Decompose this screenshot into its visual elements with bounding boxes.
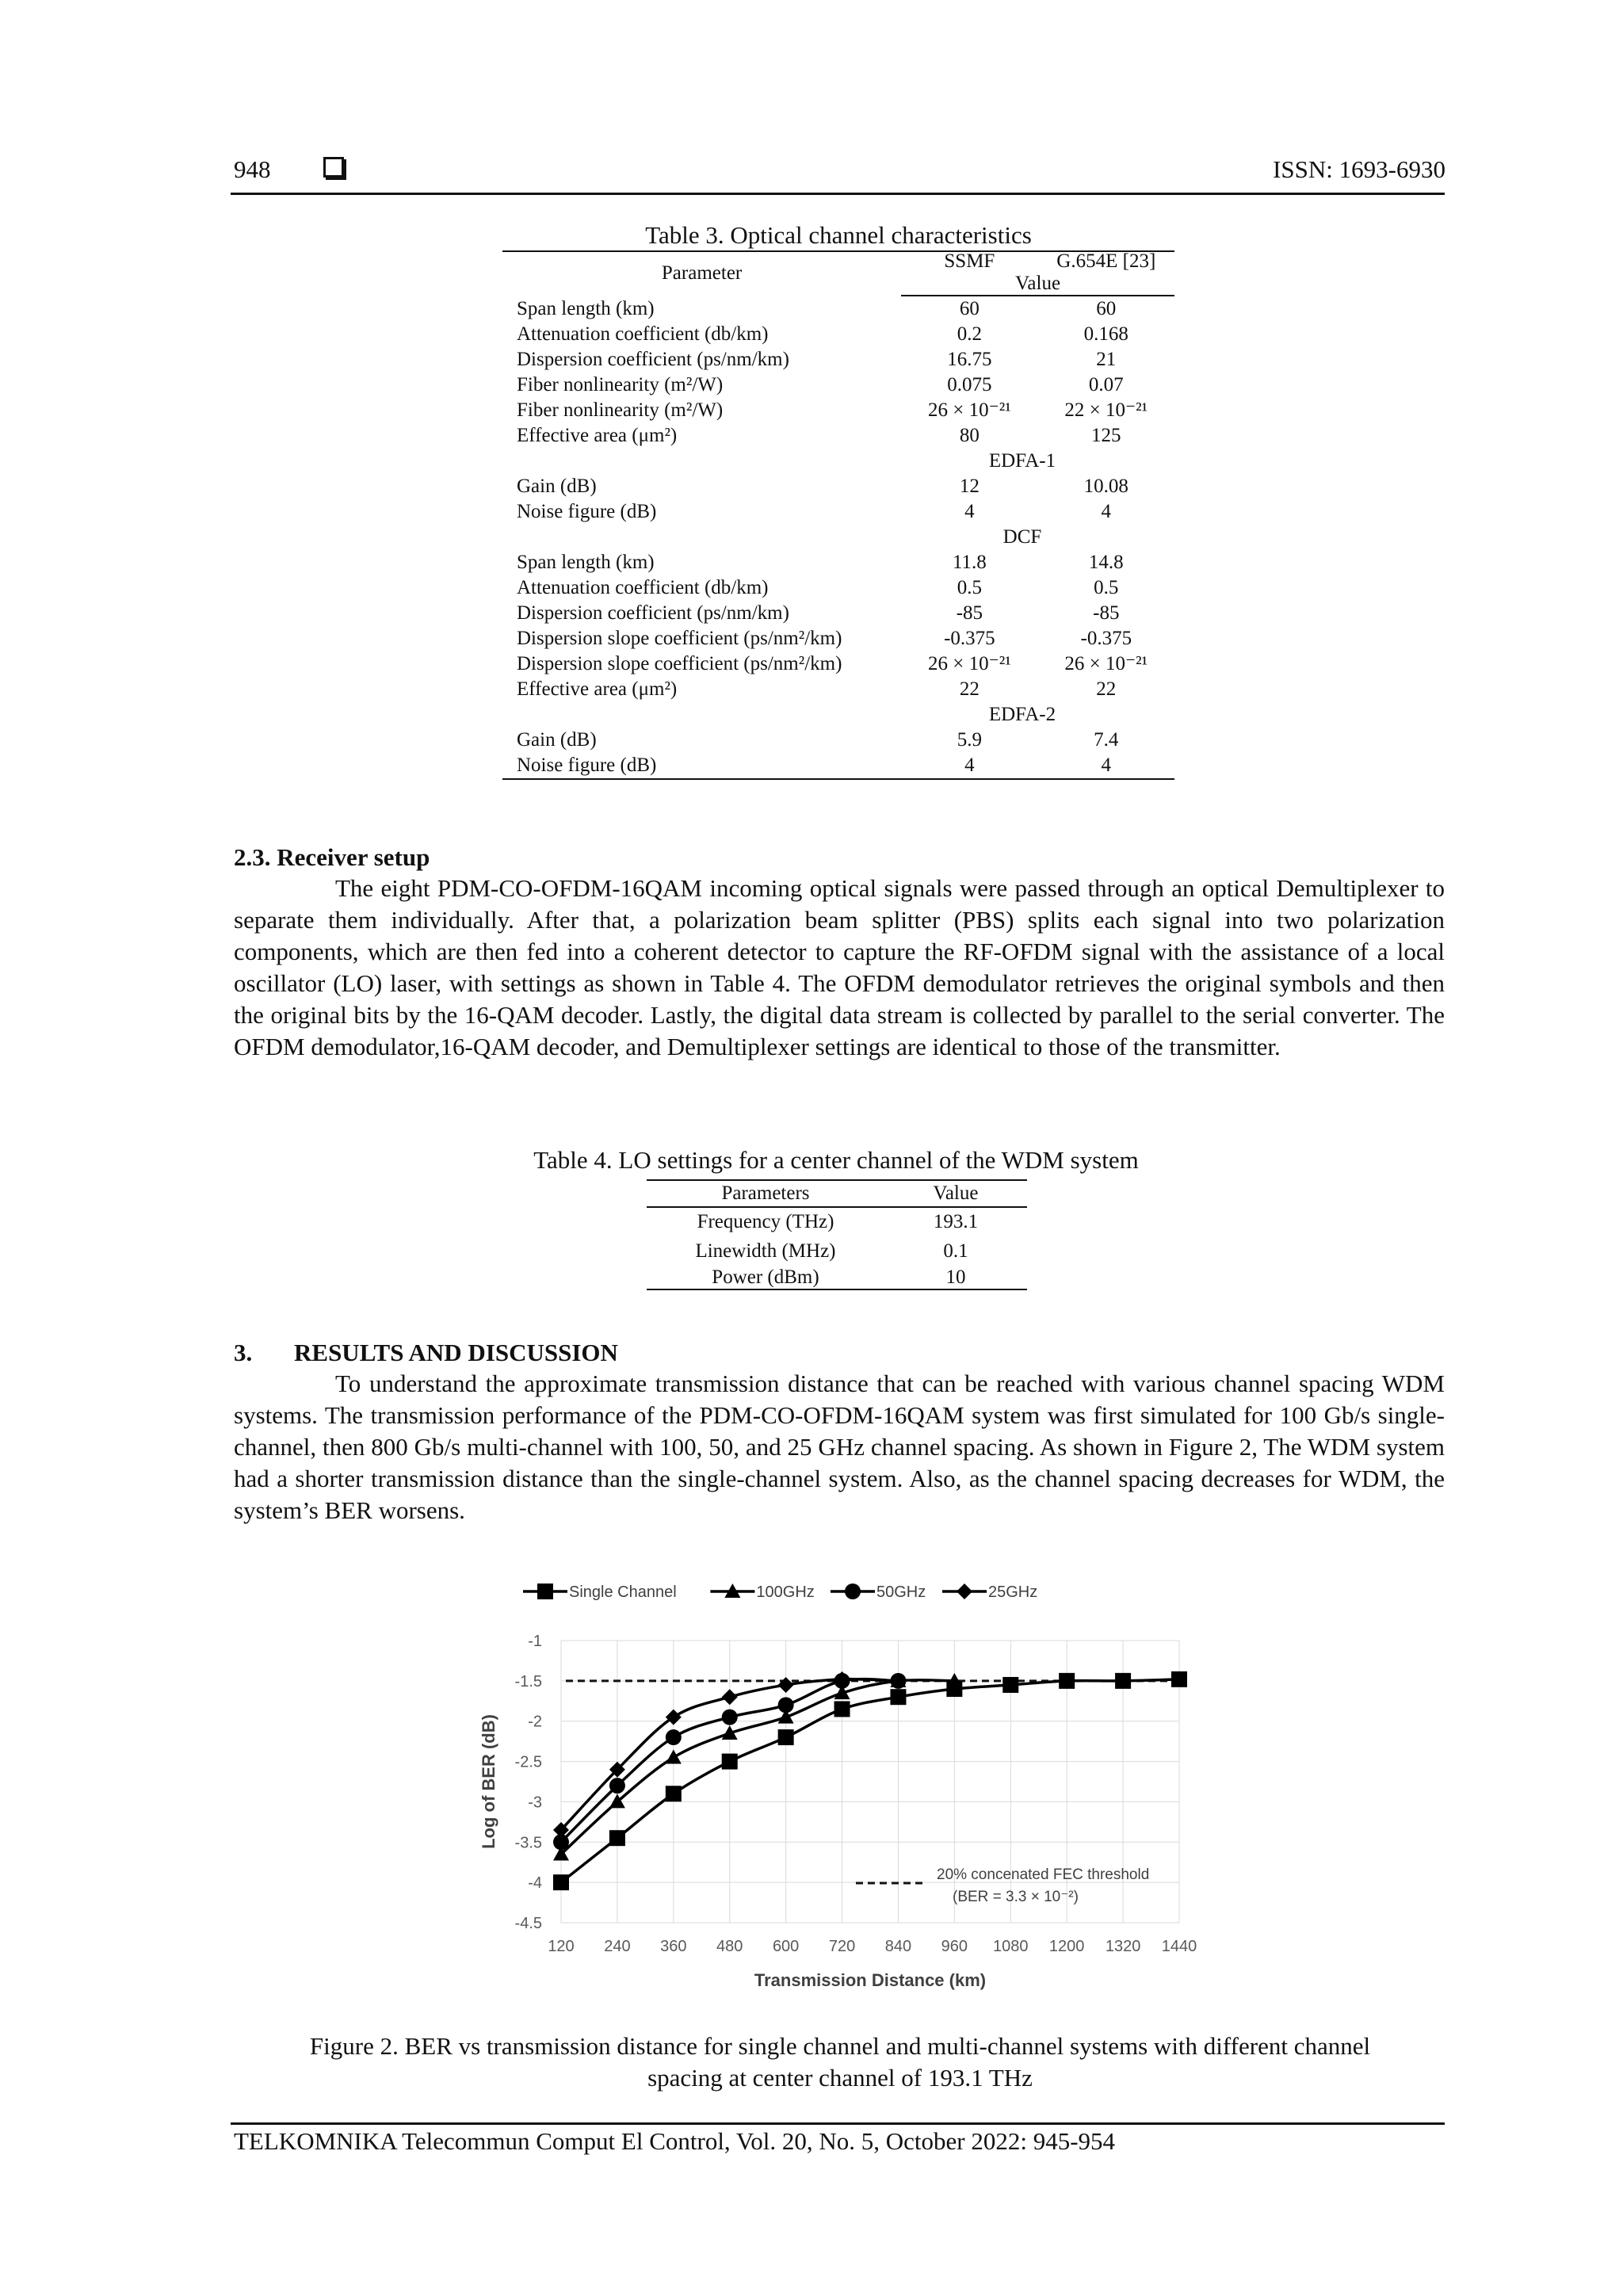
x-tick-label: 1320 [1105,1938,1141,1955]
legend-marker-single-channel [537,1584,553,1599]
table3-g654-value: -85 [1093,602,1120,624]
table3-header-parameter: Parameter [661,262,743,284]
table3-row [502,753,1174,779]
table3-ssmf-value: 22 [959,678,980,700]
table3-g654-value: 22 × 10⁻²¹ [1064,399,1148,421]
table3-row [502,728,1174,753]
table4 [647,1179,1027,1290]
y-tick-label: -3 [528,1794,542,1812]
table4-param: Linewidth (MHz) [695,1240,836,1262]
table3-ssmf-value: 12 [959,476,980,497]
table3-row [502,474,1174,499]
table3-param: Noise figure (dB) [517,501,657,522]
data-point-single-channel [1171,1671,1187,1687]
table4-row [647,1236,1027,1266]
section-2-3-text: The eight PDM-CO-OFDM-16QAM incoming optical signals were passed through an optical Demultiplexer to separate them individually. After that, a polarization beam splitter (PBS) splits each signal into two polarization components, which are then fed into a coherent detector to capture the RF-OFDM signal with the assistance of a local oscillator (LO) laser, with settings as shown in Table 4. The OFDM demodulator retrieves the original symbols and then the original bits by the 16-QAM decoder. Lastly, the digital data stream is collected by parallel to the serial converter. The OFDM demodulator,16-QAM decoder, and Demultiplexer settings are identical to those of the transmitter. [234,874,1445,1060]
table3-g654-value: 0.168 [1083,323,1128,345]
data-point-single-channel [778,1729,794,1745]
y-tick-label: -3.5 [514,1834,542,1852]
table3-section-row [502,525,1174,550]
x-tick-label: 360 [660,1938,687,1955]
table3-ssmf-value: 4 [964,501,975,522]
table4-row [647,1266,1027,1289]
table4-caption: Table 4. LO settings for a center channel of the WDM system [533,1146,1139,1174]
x-tick-label: 480 [716,1938,743,1955]
legend-label-50ghz: 50GHz [876,1584,926,1601]
data-point-single-channel [1115,1673,1131,1689]
footer-text: TELKOMNIKA Telecommun Comput El Control, Vol. 20, No. 5, October 2022: 945-954 [234,2127,1116,2155]
table3-section-row [502,702,1174,728]
table3-ssmf-value: 26 × 10⁻²¹ [927,653,1011,674]
table3-section-label: EDFA-1 [988,450,1056,472]
table3-param: Effective area (μm²) [517,678,678,700]
legend-label-100ghz: 100GHz [756,1584,815,1601]
table3-g654-value: 26 × 10⁻²¹ [1064,653,1148,674]
table3-row [502,372,1174,398]
y-tick-label: -4.5 [514,1915,542,1932]
table3-ssmf-value: 80 [959,425,980,446]
data-point-50ghz [609,1778,625,1794]
figure2-caption [206,2030,1474,2094]
y-axis-title: Log of BER (dB) [479,1714,498,1849]
table3-param: Attenuation coefficient (db/km) [517,323,769,345]
section-3-heading: RESULTS AND DISCUSSION [294,1339,618,1366]
table3-param: Fiber nonlinearity (m²/W) [517,374,724,395]
table3-header-ssmf: SSMF [944,250,995,272]
table3-section-label: EDFA-2 [988,704,1056,725]
table3-param: Gain (dB) [517,729,597,751]
fec-threshold-label: 20% concenated FEC threshold [937,1866,1150,1883]
table3-ssmf-value: 0.5 [957,577,982,598]
table3-g654-value: 125 [1091,425,1121,446]
figure2-caption-line2: spacing at center channel of 193.1 THz [647,2064,1033,2092]
table3-row [502,296,1174,322]
table3-g654-value: 22 [1096,678,1117,700]
data-point-single-channel [666,1786,682,1801]
x-tick-label: 1440 [1161,1938,1197,1955]
data-point-single-channel [1002,1677,1018,1693]
table3-header-g654: G.654E [23] [1056,250,1156,272]
table3-g654-value: 14.8 [1088,552,1124,573]
table3 [502,250,1174,780]
table3-g654-value: 10.08 [1083,476,1128,497]
x-axis-title: Transmission Distance (km) [754,1970,987,1990]
footer-rule [231,2122,1445,2125]
table3-param: Gain (dB) [517,476,597,497]
table4-header-parameters: Parameters [721,1182,810,1204]
table3-param: Dispersion slope coefficient (ps/nm²/km) [517,628,842,649]
section-3-paragraph [234,1368,1445,1526]
table3-g654-value: 0.07 [1088,374,1124,395]
table3-ssmf-value: 5.9 [957,729,982,751]
table3-row [502,322,1174,347]
header-rule [231,193,1445,195]
table3-ssmf-value: 4 [964,755,975,776]
data-point-single-channel [553,1874,569,1890]
table3-param: Fiber nonlinearity (m²/W) [517,399,724,421]
table3-ssmf-value: 26 × 10⁻²¹ [927,399,1011,421]
table3-row [502,499,1174,525]
legend-label-25ghz: 25GHz [988,1584,1038,1601]
issn: ISSN: 1693-6930 [1273,155,1445,183]
x-tick-label: 960 [941,1938,968,1955]
table3-ssmf-value: 60 [959,298,980,319]
data-point-50ghz [722,1710,738,1725]
y-tick-label: -4 [528,1874,542,1893]
table3-g654-value: 4 [1101,501,1112,522]
table3-g654-value: -0.375 [1080,628,1132,649]
table3-g654-value: 0.5 [1094,577,1119,598]
legend-marker-50ghz [845,1584,861,1599]
section-2-3-heading: 2.3. Receiver setup [234,843,430,871]
legend-marker-25ghz [957,1584,972,1599]
data-point-single-channel [834,1701,850,1717]
table3-g654-value: 60 [1096,298,1117,319]
table3-row [502,398,1174,423]
table3-ssmf-value: 0.075 [947,374,992,395]
data-point-single-channel [890,1689,906,1705]
table3-param: Span length (km) [517,297,655,319]
table3-param: Dispersion coefficient (ps/nm/km) [517,602,789,624]
table3-ssmf-value: 16.75 [947,349,992,370]
table3-param: Dispersion coefficient (ps/nm/km) [517,349,789,370]
table3-g654-value: 4 [1101,755,1112,776]
table3-param: Dispersion slope coefficient (ps/nm²/km) [517,653,842,674]
x-tick-label: 840 [884,1938,912,1955]
table4-value: 10 [945,1266,966,1288]
table3-row [502,423,1174,449]
table3-row [502,575,1174,601]
data-point-50ghz [778,1697,794,1713]
legend-label-single-channel: Single Channel [569,1584,677,1601]
y-tick-label: -1 [528,1633,542,1650]
section-3-text: To understand the approximate transmission distance that can be reached with various channel spacing WDM systems. The transmission performance of the PDM-CO-OFDM-16QAM system was first simulated for 100 Gb/s single-channel, then 800 Gb/s multi-channel with 100, 50, and 25 GHz channel spacing. As shown in Figure 2, The WDM system had a shorter transmission distance than the single-channel system. Also, as the channel spacing decreases for WDM, the system’s BER worsens. [234,1370,1445,1524]
table3-header-value: Value [901,273,1174,296]
y-tick-label: -2.5 [514,1753,542,1771]
table4-param: Frequency (THz) [697,1211,834,1232]
x-tick-label: 240 [604,1938,631,1955]
table3-ssmf-value: -0.375 [944,628,995,649]
table3-row [502,347,1174,372]
table3-row [502,601,1174,626]
ber-chart [468,1569,1212,1997]
table3-g654-value: 21 [1096,349,1117,370]
table3-caption: Table 3. Optical channel characteristics [645,221,1032,249]
table3-row [502,651,1174,677]
x-tick-label: 120 [548,1938,575,1955]
table3-row [502,626,1174,651]
table4-value: 0.1 [943,1240,968,1262]
table3-row [502,550,1174,575]
table4-value: 193.1 [933,1211,979,1232]
table4-param: Power (dBm) [712,1266,819,1288]
table4-header-value: Value [933,1182,979,1204]
table4-row [647,1207,1027,1236]
table3-param: Span length (km) [517,552,655,573]
table3-ssmf-value: 0.2 [957,323,982,345]
data-point-single-channel [722,1754,738,1770]
y-tick-label: -2 [528,1713,542,1731]
x-tick-label: 1080 [993,1938,1029,1955]
table3-body [502,296,1174,779]
table3-param: Effective area (μm²) [517,425,678,446]
table3-ssmf-value: 11.8 [952,552,987,573]
table3-section-label: DCF [1002,526,1042,548]
y-tick-label: -1.5 [514,1672,542,1690]
x-tick-label: 720 [828,1938,856,1955]
table3-section-row [502,449,1174,474]
x-tick-label: 1200 [1048,1938,1085,1955]
data-point-single-channel [1059,1673,1075,1689]
section-2-3-paragraph [234,873,1445,1063]
table3-ssmf-value: -85 [956,602,983,624]
table3-param: Attenuation coefficient (db/km) [517,577,769,598]
table3-g654-value: 7.4 [1094,729,1119,751]
x-tick-label: 600 [772,1938,800,1955]
data-point-single-channel [609,1830,625,1846]
figure2-caption-line1: Figure 2. BER vs transmission distance for single channel and multi-channel systems with different channel [309,2032,1371,2060]
section-3-number: 3. [234,1339,253,1366]
square-icon [323,157,344,178]
page-number: 948 [234,155,271,183]
fec-threshold-sublabel: (BER = 3.3 × 10⁻²) [953,1889,1079,1905]
table3-param: Noise figure (dB) [517,755,657,776]
data-point-50ghz [666,1729,682,1745]
table3-row [502,677,1174,702]
